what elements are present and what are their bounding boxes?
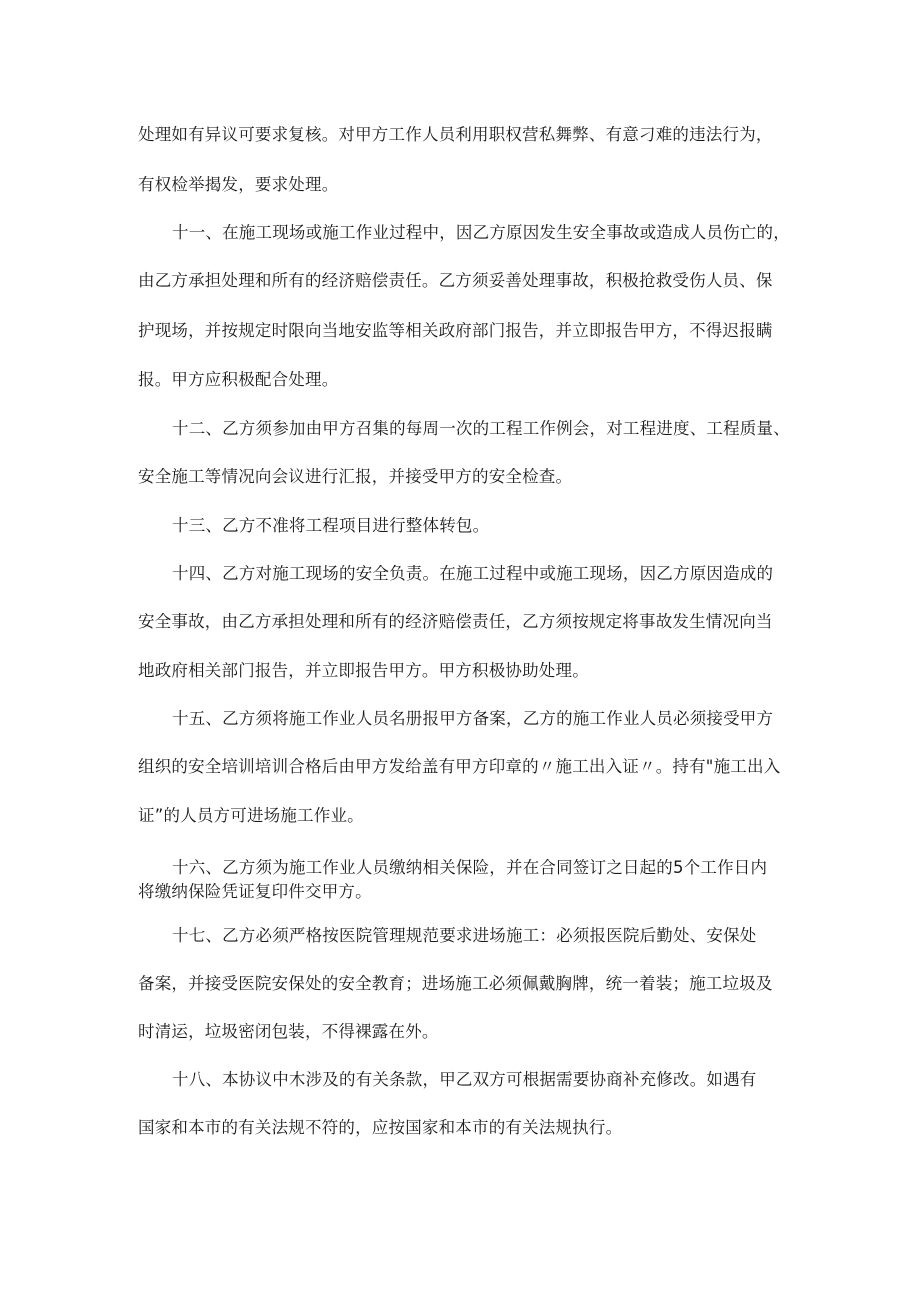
text-line: 处理如有异议可要求复核。对甲方工作人员利用职权营私舞弊、有意刁难的违法行为， [138, 125, 773, 144]
clause-16-line: 十六、乙方须为施工作业人员缴纳相关保险，并在合同签订之日起的5个工作日内 [172, 858, 768, 877]
clause-14-line: 十四、乙方对施工现场的安全负责。在施工过程中或施工现场，因乙方原因造成的 [172, 564, 774, 583]
clause-13-line: 十三、乙方不准将工程项目进行整体转包。 [172, 516, 490, 535]
text-line: 安全施工等情况向会议进行汇报，并接受甲方的安全检查。 [138, 467, 573, 486]
clause-11-line: 十一、在施工现场或施工作业过程中，因乙方原因发生安全事故或造成人员伤亡的， [172, 223, 790, 242]
text-line: 由乙方承担处理和所有的经济赔偿责任。乙方须妥善处理事故，积极抢救受伤人员、保 [138, 271, 773, 290]
clause-18-line: 十八、本协议中木涉及的有关条款，甲乙双方可根据需要协商补充修改。如遇有 [172, 1070, 757, 1089]
text-line: 有权检举揭发，要求处理。 [138, 175, 339, 194]
text-line: 报。甲方应积极配合处理。 [138, 370, 339, 389]
text-line: 时清运，垃圾密闭包装，不得裸露在外。 [138, 1022, 439, 1041]
text-line: 安全事故，由乙方承担处理和所有的经济赔偿责任，乙方须按规定将事故发生情况向当 [138, 612, 773, 631]
clause-15-line: 十五、乙方须将施工作业人员名册报甲方备案，乙方的施工作业人员必须接受甲方 [172, 709, 774, 728]
clause-12-line: 十二、乙方须参加由甲方召集的每周一次的工程工作例会，对工程进度、工程质量、 [172, 419, 790, 438]
text-line: 护现场，并按规定时限向当地安监等相关政府部门报告，并立即报告甲方，不得迟报瞒 [138, 321, 773, 340]
text-line: 将缴纳保险凭证复印件交甲方。 [138, 882, 372, 901]
text-line: 备案，并接受医院安保处的安全教育；进场施工必须佩戴胸牌，统一着装；施工垃圾及 [138, 974, 773, 993]
clause-17-line: 十七、乙方必须严格按医院管理规范要求进场施工：必须报医院后勤处、安保处 [172, 926, 757, 945]
text-line: 国家和本市的有关法规不符的，应按国家和本市的有关法规执行。 [138, 1118, 623, 1137]
text-line: 组织的安全培训培训合格后由甲方发给盖有甲方印章的〃施工出入证〃。持有"施工出入 [138, 757, 781, 776]
text-line: 证”的人员方可进场施工作业。 [138, 806, 364, 825]
text-line: 地政府相关部门报告，并立即报告甲方。甲方积极协助处理。 [138, 661, 589, 680]
